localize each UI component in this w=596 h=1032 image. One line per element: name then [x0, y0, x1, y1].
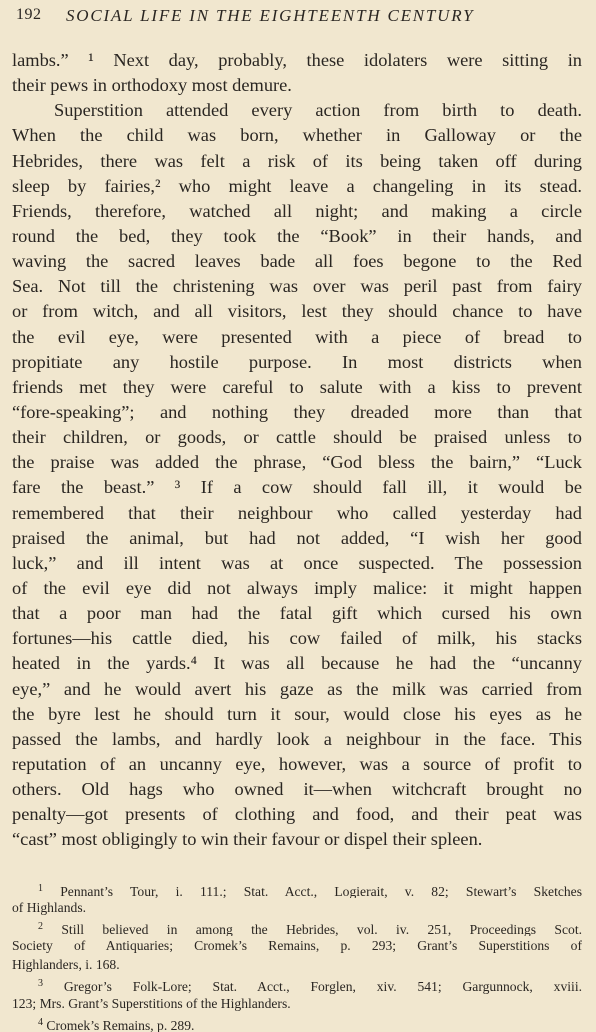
body-line: fortunes—his cattle died, his cow failed of milk, his stacks: [12, 626, 582, 651]
body-line: the praise was added the phrase, “God bless the bairn,” “Luck: [12, 450, 582, 475]
footnote-line: [12, 917, 582, 936]
footnote-marker: 4: [38, 1017, 43, 1028]
footnote-line: Highlanders, i. 168.: [12, 955, 582, 974]
body-line: fare the beast.” ³ If a cow should fall ill, it would be: [12, 475, 582, 500]
footnote-line: [12, 879, 582, 898]
body-line: praised the animal, but had not added, “I wish her good: [12, 526, 582, 551]
body-line: the evil eye, were presented with a piece of bread to: [12, 325, 582, 350]
running-head: SOCIAL LIFE IN THE EIGHTEENTH CENTURY: [66, 6, 578, 26]
body-line: lambs.” ¹ Next day, probably, these idolaters were sitting in: [12, 48, 582, 73]
footnote-line: [12, 974, 582, 993]
body-line: their children, or goods, or cattle should be praised unless to: [12, 425, 582, 450]
body-line: the byre lest he should turn it sour, would close his eyes as he: [12, 702, 582, 727]
page-header: [12, 6, 582, 36]
body-line: luck,” and ill intent was at once suspected. The possession: [12, 551, 582, 576]
body-line: penalty—got presents of clothing and food, and their peat was: [12, 802, 582, 827]
body-line: passed the lambs, and hardly look a neighbour in the face. This: [12, 727, 582, 752]
body-line: others. Old hags who owned it—when witchcraft brought no: [12, 777, 582, 802]
footnote-line: Society of Antiquaries; Cromek’s Remains, p. 293; Grant’s Superstitions of: [12, 936, 582, 955]
body-line: “fore-speaking”; and nothing they dreaded more than that: [12, 400, 582, 425]
body-text: [12, 48, 582, 853]
footnote-marker: 1: [38, 883, 43, 894]
body-line: waving the sacred leaves bade all foes begone to the Red: [12, 249, 582, 274]
body-line: propitiate any hostile purpose. In most districts when: [12, 350, 582, 375]
body-line: When the child was born, whether in Galloway or the: [12, 123, 582, 148]
body-line: reputation of an uncanny eye, however, was a source of profit to: [12, 752, 582, 777]
footnote-text: Cromek’s Remains, p. 289.: [46, 1018, 194, 1032]
footnotes: [12, 879, 582, 1032]
body-line: Friends, therefore, watched all night; and making a circle: [12, 199, 582, 224]
body-line: or from witch, and all visitors, lest they should chance to have: [12, 299, 582, 324]
body-line: heated in the yards.⁴ It was all because he had the “uncanny: [12, 651, 582, 676]
footnote-text: Pennant’s Tour, i. 111.; Stat. Acct., Logierait, v. 82; Stewart’s Sketches: [60, 884, 582, 898]
body-line: their pews in orthodoxy most demure.: [12, 73, 582, 98]
body-line: Hebrides, there was felt a risk of its being taken off during: [12, 149, 582, 174]
body-line: remembered that their neighbour who called yesterday had: [12, 501, 582, 526]
footnote-marker: 2: [38, 921, 43, 932]
footnote-line: [12, 1013, 582, 1032]
body-line: eye,” and he would avert his gaze as the milk was carried from: [12, 677, 582, 702]
body-line: of the evil eye did not always imply malice: it might happen: [12, 576, 582, 601]
footnote-text: Gregor’s Folk-Lore; Stat. Acct., Forglen, xiv. 541; Gargunnock, xviii.: [64, 979, 582, 993]
body-line: “cast” most obligingly to win their favour or dispel their spleen.: [12, 827, 582, 852]
footnote-text: Still believed in among the Hebrides, vol. iv. 251, Proceedings Scot.: [61, 922, 582, 936]
body-line: Sea. Not till the christening was over was peril past from fairy: [12, 274, 582, 299]
footnote-marker: 3: [38, 978, 43, 989]
page-number: 192: [16, 6, 42, 24]
body-line: Superstition attended every action from birth to death.: [12, 98, 582, 123]
body-line: friends met they were careful to salute with a kiss to prevent: [12, 375, 582, 400]
body-line: that a poor man had the fatal gift which cursed his own: [12, 601, 582, 626]
body-line: round the bed, they took the “Book” in their hands, and: [12, 224, 582, 249]
body-line: sleep by fairies,² who might leave a changeling in its stead.: [12, 174, 582, 199]
footnote-line: 123; Mrs. Grant’s Superstitions of the Highlanders.: [12, 994, 582, 1013]
footnote-line: of Highlands.: [12, 898, 582, 917]
